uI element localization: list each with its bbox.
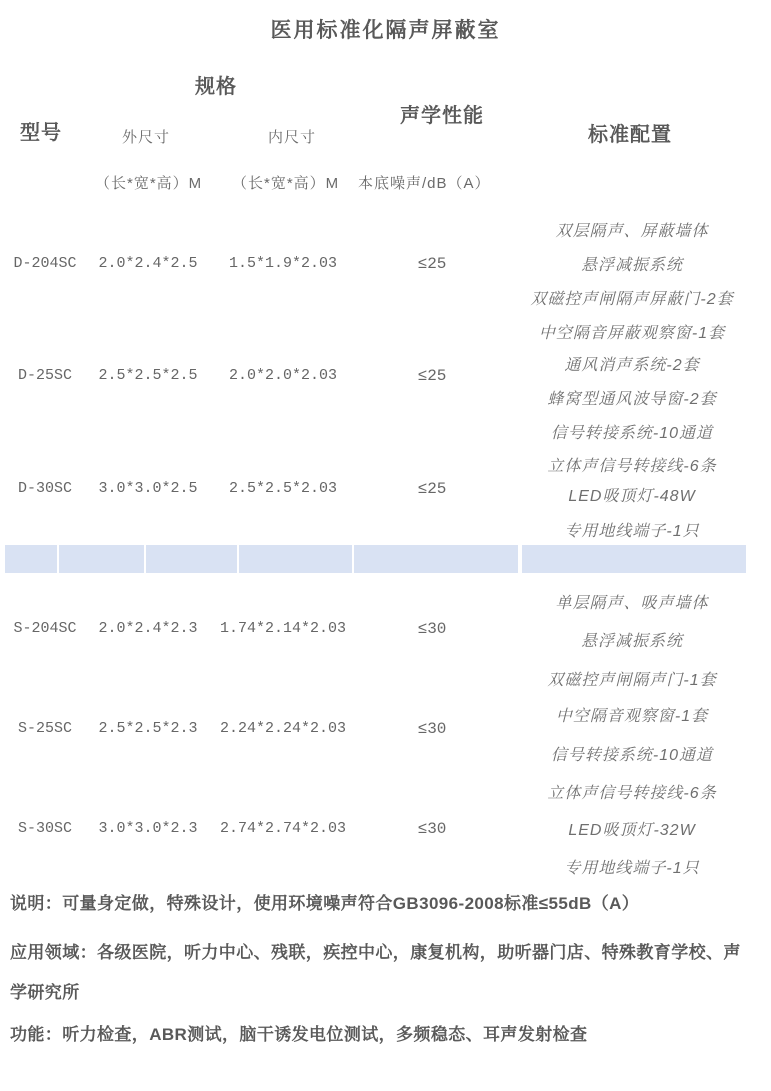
header-dim-unit-inner: （长*宽*高）M [232,175,340,192]
model-cell: D-204SC [13,255,77,272]
noise-cell: ≤25 [417,255,447,273]
inner-dim-cell: 1.74*2.14*2.03 [219,620,347,637]
config-line: 单层隔声、吸声墙体 [555,595,709,612]
divider-cell [146,545,237,573]
model-cell: S-25SC [17,720,72,737]
divider-cell [354,545,518,573]
outer-dim-cell: 3.0*3.0*2.3 [98,820,198,837]
inner-dim-cell: 2.24*2.24*2.03 [219,720,347,737]
inner-dim-cell: 2.74*2.74*2.03 [219,820,347,837]
config-line: LED吸顶灯-48W [568,488,696,505]
model-cell: S-204SC [13,620,77,637]
divider-cell [5,545,57,573]
noise-cell: ≤30 [417,720,447,738]
config-line: 通风消声系统-2套 [564,357,700,374]
config-line: 立体声信号转接线-6条 [547,458,717,475]
noise-cell: ≤30 [417,620,447,638]
note-applications: 应用领域：各级医院，听力中心、残联，疾控中心，康复机构，助听器门店、特殊教育学校、声学研究所 [10,943,741,1002]
model-cell: D-30SC [17,480,72,497]
header-outer-dim: 外尺寸 [122,129,171,146]
header-noise: 本底噪声/dB（A） [358,175,491,192]
header-config: 标准配置 [588,124,672,146]
inner-dim-cell: 2.5*2.5*2.03 [228,480,338,497]
config-line: 双层隔声、屏蔽墙体 [555,223,709,240]
config-line: 信号转接系统-10通道 [550,747,714,764]
divider-cell [59,545,144,573]
config-line: 中空隔音观察窗-1套 [555,708,709,725]
config-line: 双磁控声闸隔声屏蔽门-2套 [530,291,734,308]
model-cell: S-30SC [17,820,72,837]
inner-dim-cell: 2.0*2.0*2.03 [228,367,338,384]
config-line: 蜂窝型通风波导窗-2套 [547,391,717,408]
note-functions: 功能：听力检查，ABR测试，脑干诱发电位测试，多频稳态、耳声发射检查 [10,1025,588,1044]
config-line: 专用地线端子-1只 [564,523,700,540]
header-acoustic-group: 声学性能 [400,105,484,127]
config-line: LED吸顶灯-32W [568,822,696,839]
outer-dim-cell: 2.5*2.5*2.5 [98,367,198,384]
header-dim-unit-outer: （长*宽*高）M [95,175,203,192]
config-line: 信号转接系统-10通道 [550,425,714,442]
outer-dim-cell: 2.0*2.4*2.3 [98,620,198,637]
header-inner-dim: 内尺寸 [268,129,317,146]
divider-cell [522,545,746,573]
noise-cell: ≤25 [417,367,447,385]
header-model: 型号 [20,122,62,144]
divider-cell [239,545,352,573]
page-title: 医用标准化隔声屏蔽室 [270,19,501,42]
config-line: 悬浮减振系统 [580,633,683,650]
outer-dim-cell: 2.5*2.5*2.3 [98,720,198,737]
model-cell: D-25SC [17,367,72,384]
note-description: 说明：可量身定做，特殊设计，使用环境噪声符合GB3096-2008标准≤55dB（A） [10,894,640,913]
outer-dim-cell: 2.0*2.4*2.5 [98,255,198,272]
config-line: 悬浮减振系统 [580,257,683,274]
noise-cell: ≤25 [417,480,447,498]
noise-cell: ≤30 [417,820,447,838]
config-line: 立体声信号转接线-6条 [547,785,717,802]
config-line: 中空隔音屏蔽观察窗-1套 [538,325,726,342]
config-line: 专用地线端子-1只 [564,860,700,877]
header-spec-group: 规格 [195,76,237,98]
config-line: 双磁控声闸隔声门-1套 [547,672,717,689]
inner-dim-cell: 1.5*1.9*2.03 [228,255,338,272]
outer-dim-cell: 3.0*3.0*2.5 [98,480,198,497]
